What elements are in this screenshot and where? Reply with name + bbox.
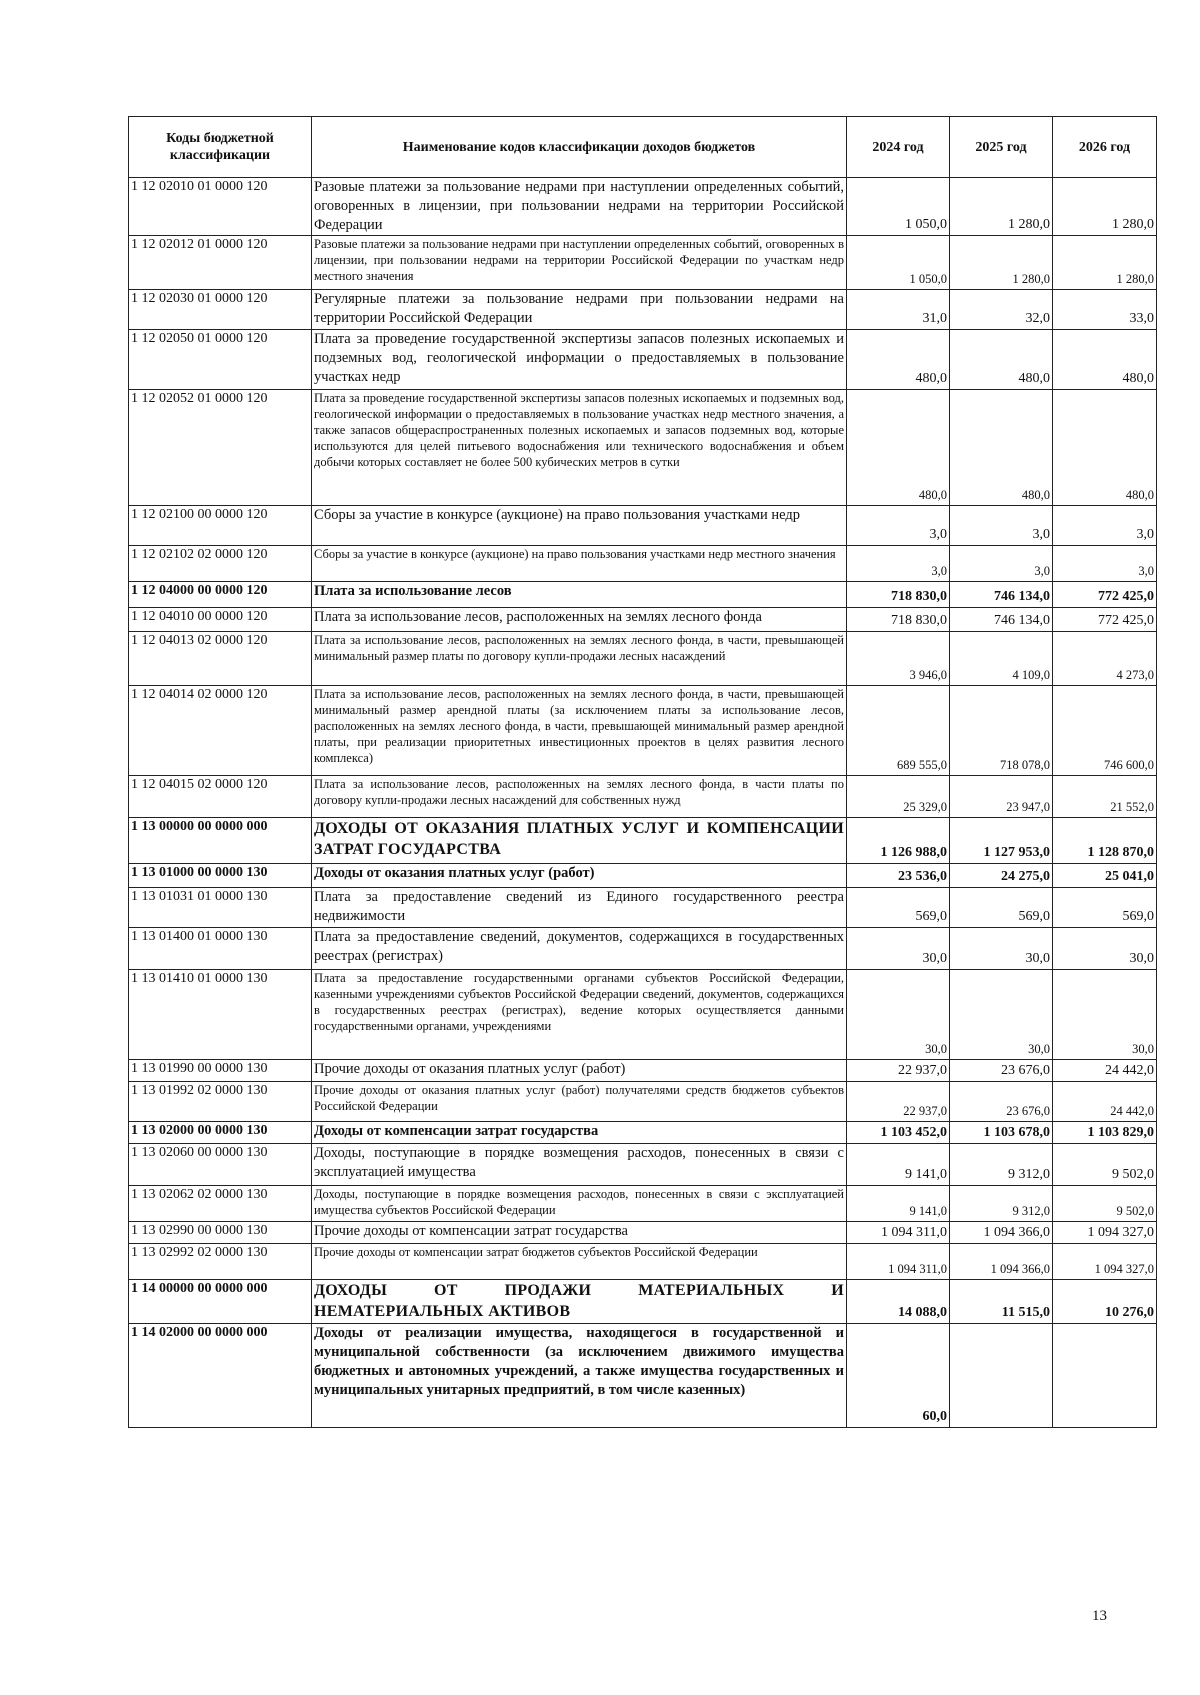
row-2026: 33,0	[1053, 290, 1157, 330]
row-code: 1 13 02992 02 0000 130	[129, 1244, 312, 1280]
row-code: 1 12 02102 02 0000 120	[129, 546, 312, 582]
table-row	[129, 864, 1157, 888]
row-2026: 569,0	[1053, 888, 1157, 928]
row-code: 1 13 02000 00 0000 130	[129, 1122, 312, 1144]
row-2025: 30,0	[950, 928, 1053, 970]
row-2024: 718 830,0	[847, 582, 950, 608]
table-row	[129, 1144, 1157, 1186]
row-2026: 30,0	[1053, 928, 1157, 970]
row-code: 1 12 02010 01 0000 120	[129, 178, 312, 236]
row-2024: 1 094 311,0	[847, 1244, 950, 1280]
row-2025: 1 103 678,0	[950, 1122, 1053, 1144]
row-2024: 689 555,0	[847, 686, 950, 776]
row-2024: 9 141,0	[847, 1186, 950, 1222]
row-code: 1 12 02030 01 0000 120	[129, 290, 312, 330]
table-row	[129, 582, 1157, 608]
row-name: Разовые платежи за пользование недрами при наступлении определенных событий, оговоренных в лицензии, при пользовании недрами на территории Российской Федерации	[312, 178, 847, 236]
table-row	[129, 686, 1157, 776]
table-row	[129, 970, 1157, 1060]
table-row	[129, 290, 1157, 330]
row-2025: 1 094 366,0	[950, 1244, 1053, 1280]
row-2024: 480,0	[847, 390, 950, 506]
row-name: Плата за предоставление сведений, документов, содержащихся в государственных реестрах (регистрах)	[312, 928, 847, 970]
header-2026: 2026 год	[1053, 117, 1157, 178]
row-2025: 746 134,0	[950, 582, 1053, 608]
row-code: 1 13 01992 02 0000 130	[129, 1082, 312, 1122]
row-code: 1 12 02012 01 0000 120	[129, 236, 312, 290]
table-row	[129, 1324, 1157, 1428]
row-name: Плата за проведение государственной экспертизы запасов полезных ископаемых и подземных вод, геологической информации о предоставляемых в пользование участках недр местного значения, а также запасов общераспространенных полезных ископаемых и запасов подземных вод, которые используются для целей питьевого водоснабжения или технического водоснабжения и объем добычи которых составляет не более 500 кубических метров в сутки	[312, 390, 847, 506]
row-name: Доходы, поступающие в порядке возмещения расходов, понесенных в связи с эксплуатацией имущества	[312, 1144, 847, 1186]
header-2024: 2024 год	[847, 117, 950, 178]
row-2026: 772 425,0	[1053, 582, 1157, 608]
row-2024: 22 937,0	[847, 1082, 950, 1122]
row-2025: 4 109,0	[950, 632, 1053, 686]
row-2026: 1 094 327,0	[1053, 1244, 1157, 1280]
row-2025: 3,0	[950, 546, 1053, 582]
row-2026: 1 280,0	[1053, 236, 1157, 290]
row-2026: 480,0	[1053, 330, 1157, 390]
row-2024: 1 103 452,0	[847, 1122, 950, 1144]
row-name: Плата за использование лесов, расположенных на землях лесного фонда, в части платы по договору купли-продажи лесных насаждений для собственных нужд	[312, 776, 847, 818]
row-2024: 23 536,0	[847, 864, 950, 888]
row-2025: 23 676,0	[950, 1060, 1053, 1082]
row-2025: 23 947,0	[950, 776, 1053, 818]
row-code: 1 13 01400 01 0000 130	[129, 928, 312, 970]
row-2025: 24 275,0	[950, 864, 1053, 888]
row-2024: 25 329,0	[847, 776, 950, 818]
table-row	[129, 1280, 1157, 1324]
row-code: 1 13 02990 00 0000 130	[129, 1222, 312, 1244]
row-2026: 24 442,0	[1053, 1060, 1157, 1082]
row-2026: 9 502,0	[1053, 1186, 1157, 1222]
row-2024: 3,0	[847, 506, 950, 546]
row-code: 1 12 02100 00 0000 120	[129, 506, 312, 546]
row-2025: 11 515,0	[950, 1280, 1053, 1324]
row-2025: 32,0	[950, 290, 1053, 330]
row-2024: 1 094 311,0	[847, 1222, 950, 1244]
row-2024: 480,0	[847, 330, 950, 390]
row-2024: 1 050,0	[847, 236, 950, 290]
row-code: 1 13 02062 02 0000 130	[129, 1186, 312, 1222]
row-2026	[1053, 1324, 1157, 1428]
row-2024: 1 126 988,0	[847, 818, 950, 864]
row-name: Доходы, поступающие в порядке возмещения расходов, понесенных в связи с эксплуатацией имущества субъектов Российской Федерации	[312, 1186, 847, 1222]
row-name: Плата за предоставление сведений из Единого государственного реестра недвижимости	[312, 888, 847, 928]
row-2024: 14 088,0	[847, 1280, 950, 1324]
row-2025: 480,0	[950, 330, 1053, 390]
table-row	[129, 236, 1157, 290]
row-code: 1 13 01000 00 0000 130	[129, 864, 312, 888]
row-name: Прочие доходы от оказания платных услуг (работ) получателями средств бюджетов субъектов Российской Федерации	[312, 1082, 847, 1122]
row-name: Регулярные платежи за пользование недрами при пользовании недрами на территории Российской Федерации	[312, 290, 847, 330]
row-code: 1 12 04013 02 0000 120	[129, 632, 312, 686]
row-name: Плата за проведение государственной экспертизы запасов полезных ископаемых и подземных вод, геологической информации о предоставляемых в пользование участках недр	[312, 330, 847, 390]
row-code: 1 12 04000 00 0000 120	[129, 582, 312, 608]
table-row	[129, 1060, 1157, 1082]
row-2025: 746 134,0	[950, 608, 1053, 632]
table-row	[129, 506, 1157, 546]
row-name: Прочие доходы от компенсации затрат государства	[312, 1222, 847, 1244]
row-code: 1 12 02050 01 0000 120	[129, 330, 312, 390]
row-code: 1 13 02060 00 0000 130	[129, 1144, 312, 1186]
row-code: 1 13 01031 01 0000 130	[129, 888, 312, 928]
row-name: Плата за предоставление государственными органами субъектов Российской Федерации, казенными учреждениями субъектов Российской Федерации сведений, документов, содержащихся в государственных реестрах (регистрах), ведение которых осуществляется данными государственными органами, учреждениями	[312, 970, 847, 1060]
row-2026: 1 103 829,0	[1053, 1122, 1157, 1144]
table-row	[129, 608, 1157, 632]
row-2024: 30,0	[847, 970, 950, 1060]
row-2025: 1 127 953,0	[950, 818, 1053, 864]
row-2026: 3,0	[1053, 506, 1157, 546]
row-2024: 31,0	[847, 290, 950, 330]
row-name: ДОХОДЫ ОТ ПРОДАЖИ МАТЕРИАЛЬНЫХ И НЕМАТЕРИАЛЬНЫХ АКТИВОВ	[312, 1280, 847, 1324]
table-row	[129, 330, 1157, 390]
row-code: 1 14 00000 00 0000 000	[129, 1280, 312, 1324]
row-2025: 1 094 366,0	[950, 1222, 1053, 1244]
row-name: Доходы от оказания платных услуг (работ)	[312, 864, 847, 888]
row-name: Сборы за участие в конкурсе (аукционе) на право пользования участками недр	[312, 506, 847, 546]
row-code: 1 12 04015 02 0000 120	[129, 776, 312, 818]
header-2025: 2025 год	[950, 117, 1053, 178]
row-2024: 1 050,0	[847, 178, 950, 236]
row-2025: 3,0	[950, 506, 1053, 546]
row-2025	[950, 1324, 1053, 1428]
row-2025: 1 280,0	[950, 236, 1053, 290]
budget-table-container	[128, 116, 1156, 1428]
row-2026: 10 276,0	[1053, 1280, 1157, 1324]
row-2025: 9 312,0	[950, 1144, 1053, 1186]
row-2026: 772 425,0	[1053, 608, 1157, 632]
row-code: 1 14 02000 00 0000 000	[129, 1324, 312, 1428]
row-name: Плата за использование лесов, расположенных на землях лесного фонда, в части, превышающей минимальный размер платы по договору купли-продажи лесных насаждений	[312, 632, 847, 686]
row-2024: 569,0	[847, 888, 950, 928]
row-2026: 21 552,0	[1053, 776, 1157, 818]
table-row	[129, 178, 1157, 236]
row-code: 1 12 02052 01 0000 120	[129, 390, 312, 506]
row-2026: 24 442,0	[1053, 1082, 1157, 1122]
table-row	[129, 1186, 1157, 1222]
row-name: Плата за использование лесов	[312, 582, 847, 608]
row-2025: 569,0	[950, 888, 1053, 928]
row-name: Плата за использование лесов, расположенных на землях лесного фонда	[312, 608, 847, 632]
row-code: 1 13 01990 00 0000 130	[129, 1060, 312, 1082]
table-row	[129, 632, 1157, 686]
row-2026: 30,0	[1053, 970, 1157, 1060]
table-row	[129, 1222, 1157, 1244]
table-row	[129, 1122, 1157, 1144]
row-2024: 3 946,0	[847, 632, 950, 686]
header-name: Наименование кодов классификации доходов бюджетов	[312, 117, 847, 178]
row-2026: 1 280,0	[1053, 178, 1157, 236]
row-2024: 718 830,0	[847, 608, 950, 632]
row-name: Доходы от реализации имущества, находящегося в государственной и муниципальной собственности (за исключением движимого имущества бюджетных и автономных учреждений, а также имущества государственных и муниципальных унитарных предприятий, в том числе казенных)	[312, 1324, 847, 1428]
row-2026: 1 128 870,0	[1053, 818, 1157, 864]
row-code: 1 12 04014 02 0000 120	[129, 686, 312, 776]
row-2024: 30,0	[847, 928, 950, 970]
row-2024: 60,0	[847, 1324, 950, 1428]
row-code: 1 13 00000 00 0000 000	[129, 818, 312, 864]
row-code: 1 12 04010 00 0000 120	[129, 608, 312, 632]
row-2026: 746 600,0	[1053, 686, 1157, 776]
row-2026: 4 273,0	[1053, 632, 1157, 686]
row-2025: 23 676,0	[950, 1082, 1053, 1122]
row-2024: 22 937,0	[847, 1060, 950, 1082]
budget-revenue-table	[128, 116, 1157, 1428]
row-2024: 3,0	[847, 546, 950, 582]
row-name: Прочие доходы от компенсации затрат бюджетов субъектов Российской Федерации	[312, 1244, 847, 1280]
row-2024: 9 141,0	[847, 1144, 950, 1186]
row-name: Плата за использование лесов, расположенных на землях лесного фонда, в части, превышающей минимальный размер арендной платы (за исключением платы за использование лесов, расположенных на землях лесного фонда, в части, превышающей минимальный размер арендной платы, при реализации приоритетных инвестиционных проектов в целях развития лесного комплекса)	[312, 686, 847, 776]
row-2026: 480,0	[1053, 390, 1157, 506]
row-name: Доходы от компенсации затрат государства	[312, 1122, 847, 1144]
table-row	[129, 1244, 1157, 1280]
row-2025: 30,0	[950, 970, 1053, 1060]
table-row	[129, 546, 1157, 582]
row-2025: 480,0	[950, 390, 1053, 506]
row-name: Прочие доходы от оказания платных услуг (работ)	[312, 1060, 847, 1082]
table-header-row	[129, 117, 1157, 178]
row-name: Разовые платежи за пользование недрами при наступлении определенных событий, оговоренных в лицензии, при пользовании недрами на территории Российской Федерации по участкам недр местного значения	[312, 236, 847, 290]
row-2025: 1 280,0	[950, 178, 1053, 236]
row-2026: 25 041,0	[1053, 864, 1157, 888]
table-row	[129, 776, 1157, 818]
page-number: 13	[1092, 1608, 1107, 1624]
row-2026: 1 094 327,0	[1053, 1222, 1157, 1244]
row-code: 1 13 01410 01 0000 130	[129, 970, 312, 1060]
row-name: ДОХОДЫ ОТ ОКАЗАНИЯ ПЛАТНЫХ УСЛУГ И КОМПЕНСАЦИИ ЗАТРАТ ГОСУДАРСТВА	[312, 818, 847, 864]
table-row	[129, 818, 1157, 864]
table-row	[129, 888, 1157, 928]
table-row	[129, 1082, 1157, 1122]
header-code: Коды бюджетной классификации	[129, 117, 312, 178]
row-2025: 718 078,0	[950, 686, 1053, 776]
table-row	[129, 390, 1157, 506]
table-row	[129, 928, 1157, 970]
row-name: Сборы за участие в конкурсе (аукционе) на право пользования участками недр местного значения	[312, 546, 847, 582]
row-2026: 3,0	[1053, 546, 1157, 582]
row-2026: 9 502,0	[1053, 1144, 1157, 1186]
row-2025: 9 312,0	[950, 1186, 1053, 1222]
